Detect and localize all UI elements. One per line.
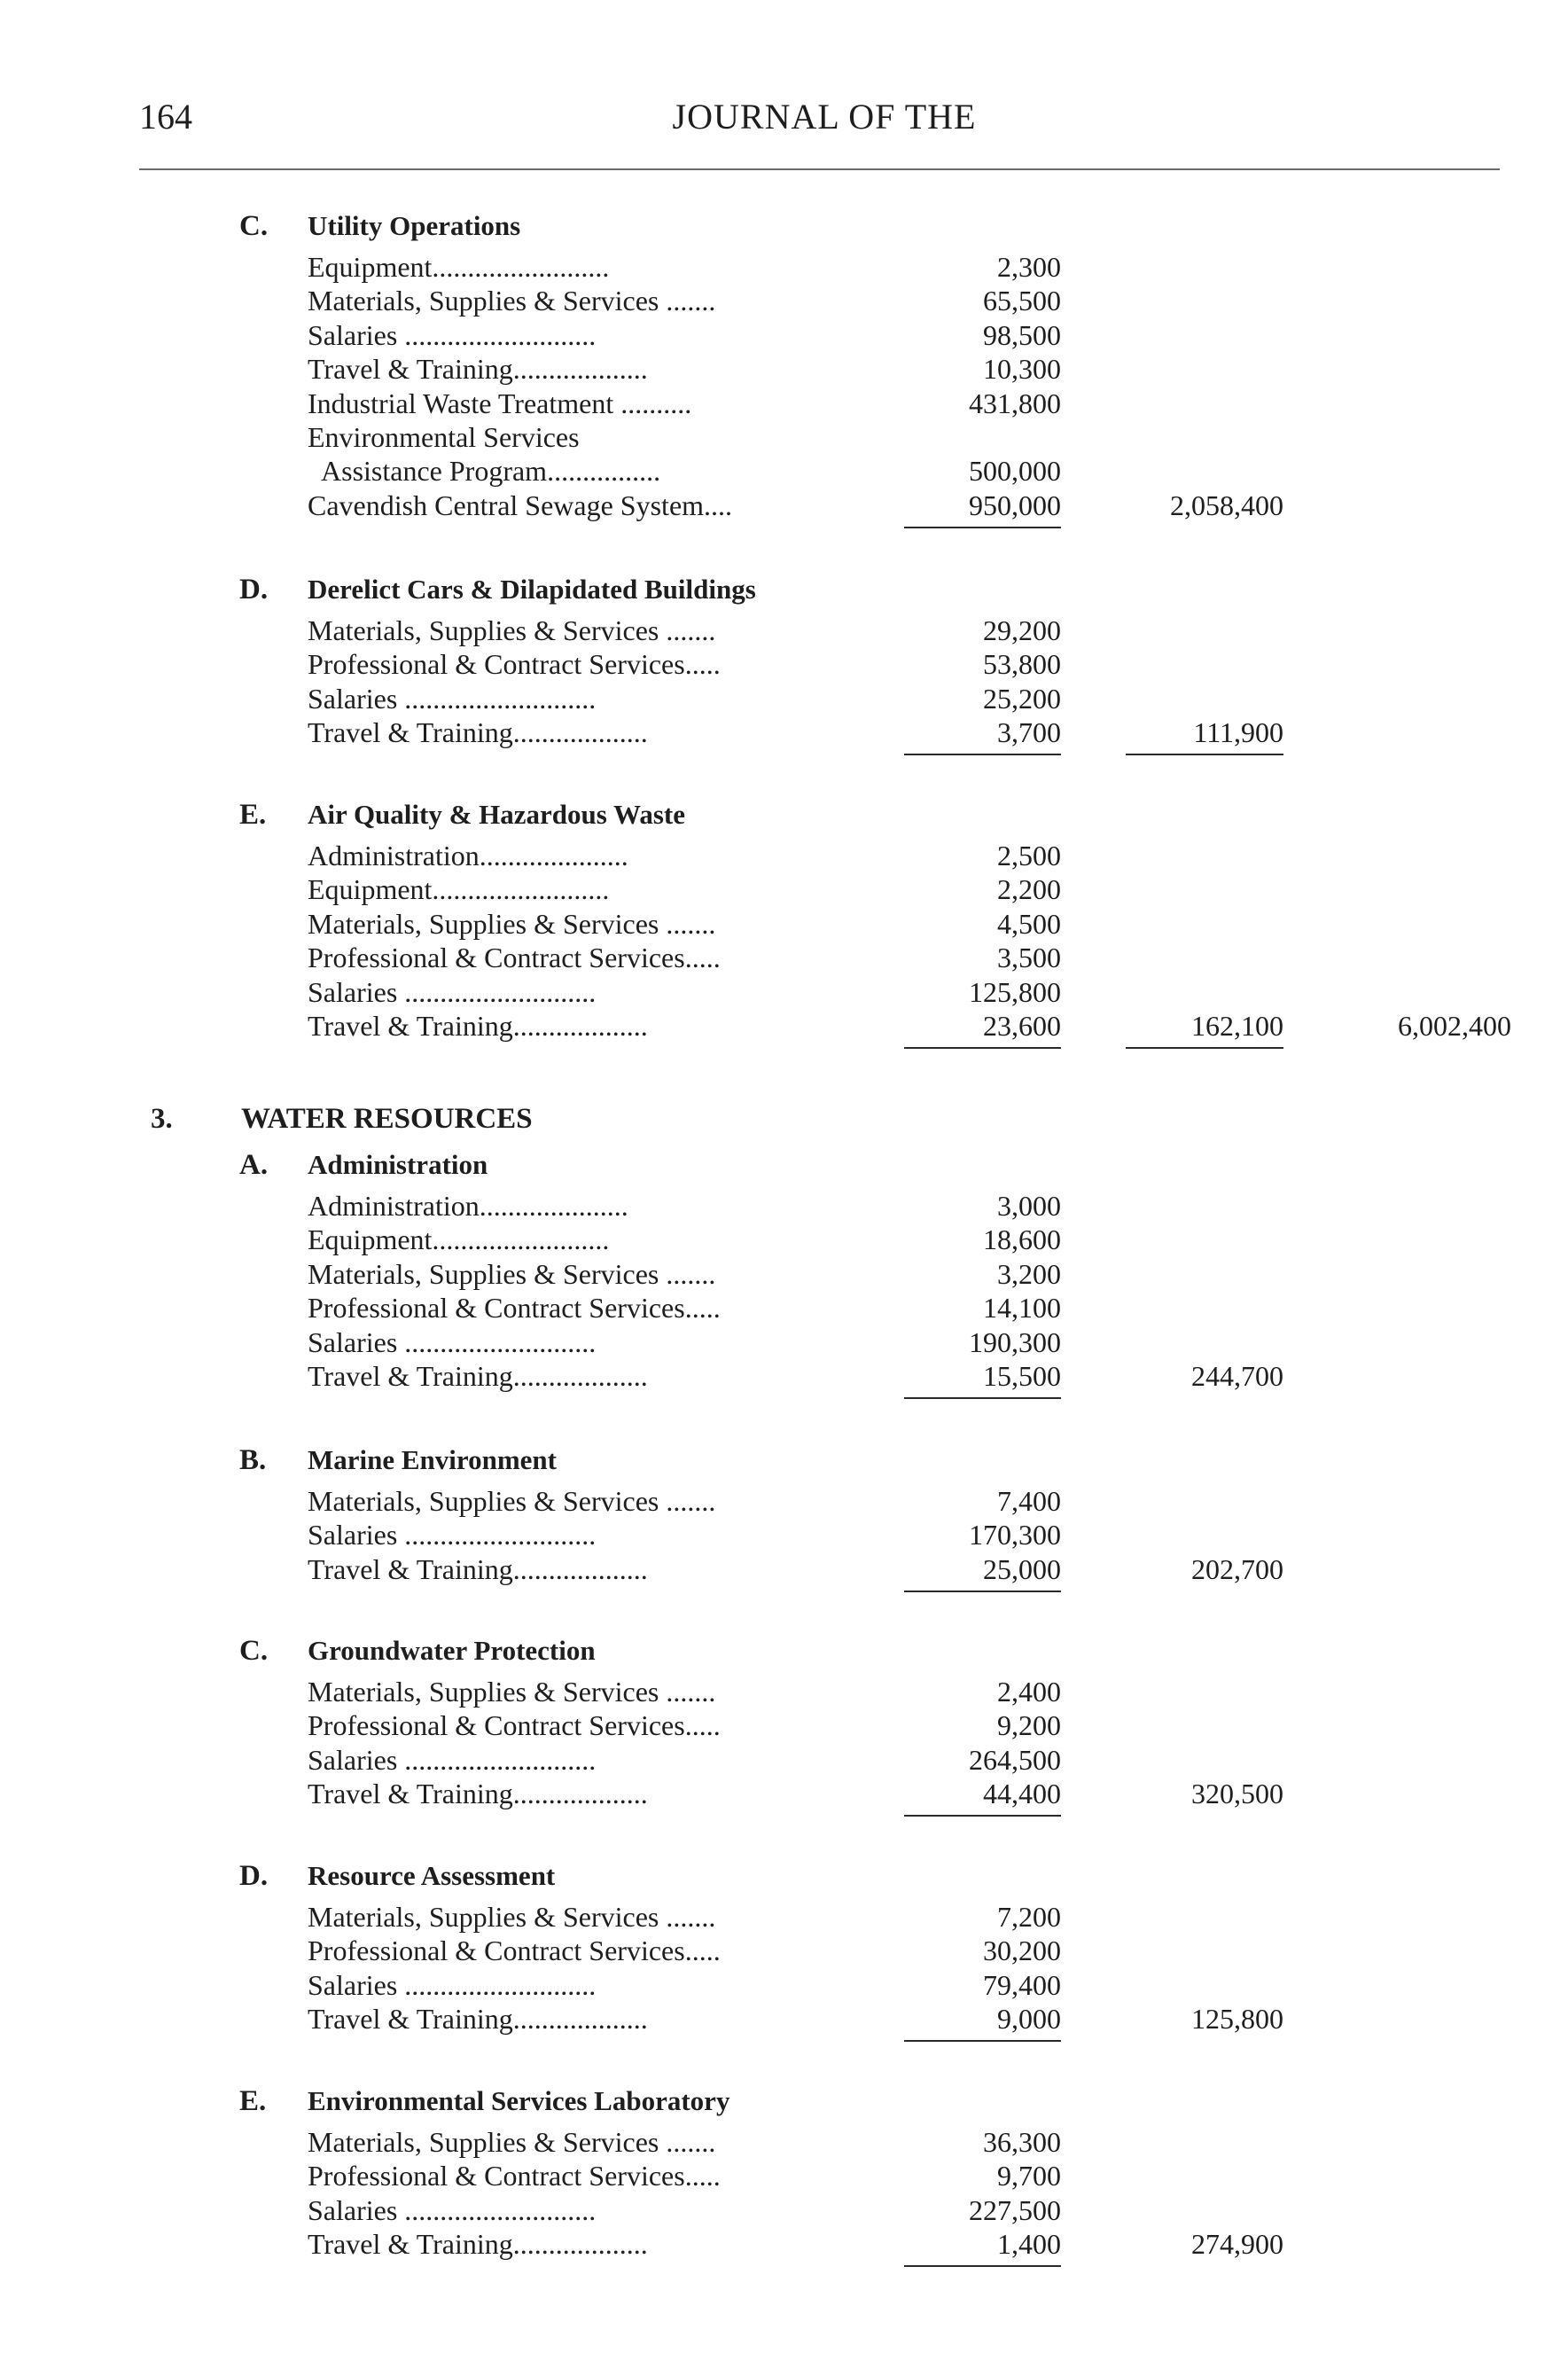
line-item [0,942,1568,975]
section-subtotal: 111,900 [1193,716,1283,749]
line-item-amount: 30,200 [983,1934,1061,1967]
section-subtotal: 162,100 [1191,1010,1283,1042]
line-item-label: Cavendish Central Sewage System.... [308,488,733,521]
section-subtotal: 2,058,400 [1170,488,1283,521]
line-item-label: Travel & Training................... [308,2003,648,2036]
line-item [0,319,1568,353]
line-item [0,1190,1568,1223]
section-title: Marine Environment [308,1444,557,1475]
line-item-amount: 4,500 [997,907,1061,940]
section-title: Derelict Cars & Dilapidated Buildings [308,574,756,605]
line-item [0,1676,1568,1709]
main-section-number: 3. [151,1103,173,1135]
subtotal-underline [1126,1047,1283,1049]
line-item-label: Professional & Contract Services..... [308,1934,721,1967]
line-item-label: Assistance Program................ [321,455,661,488]
amount-underline [904,1591,1061,1592]
line-item-amount: 44,400 [983,1778,1061,1810]
line-item [0,1258,1568,1292]
line-item [0,683,1568,716]
amount-underline [904,754,1061,755]
line-item-label: Professional & Contract Services..... [308,648,721,681]
line-item [0,1010,1568,1043]
line-item-label: Travel & Training................... [308,716,648,749]
header-divider [139,168,1500,170]
line-item-amount: 431,800 [969,387,1061,419]
amount-underline [904,1397,1061,1399]
line-item-label: Materials, Supplies & Services ....... [308,1485,716,1517]
line-item-label: Environmental Services [308,421,580,453]
line-item [0,1553,1568,1587]
line-item [0,716,1568,750]
line-item [0,1709,1568,1743]
line-item [0,2126,1568,2160]
line-item-label: Salaries ........................... [308,1968,597,2001]
line-item [0,387,1568,421]
line-item [0,908,1568,942]
line-item [0,1292,1568,1325]
line-item-label: Professional & Contract Services..... [308,1709,721,1742]
line-item-amount: 950,000 [969,488,1061,521]
line-item [0,1519,1568,1552]
line-item-label: Administration..................... [308,840,628,871]
section-letter: D. [239,574,269,606]
section-letter: E. [239,2085,267,2117]
line-item-amount: 264,500 [969,1743,1061,1776]
line-item [0,840,1568,873]
line-item-label: Equipment......................... [308,873,610,906]
line-item [0,873,1568,907]
division-total: 6,002,400 [1398,1010,1511,1042]
line-item-amount: 3,200 [997,1257,1061,1290]
line-item-amount: 53,800 [983,648,1061,681]
line-item [0,1778,1568,1811]
amount-underline [904,2040,1061,2042]
line-item-amount: 25,000 [983,1552,1061,1585]
line-item [0,1326,1568,1360]
line-item-amount: 18,600 [983,1223,1061,1256]
line-item-amount: 79,400 [983,1968,1061,2001]
line-item-amount: 10,300 [983,353,1061,386]
line-item-amount: 98,500 [983,318,1061,351]
line-item-amount: 7,400 [997,1485,1061,1517]
line-item [0,2194,1568,2228]
line-item-amount: 7,200 [997,1901,1061,1933]
line-item [0,489,1568,523]
line-item-amount: 3,700 [997,716,1061,749]
line-item-label: Salaries ........................... [308,1743,597,1776]
line-item-label: Equipment......................... [308,251,610,283]
line-item-label: Materials, Supplies & Services ....... [308,614,716,646]
line-item-amount: 3,500 [997,942,1061,974]
line-item-amount: 36,300 [983,2126,1061,2158]
line-item-amount: 190,300 [969,1325,1061,1358]
line-item [0,1901,1568,1934]
line-item-label: Travel & Training................... [308,353,648,386]
line-item-amount: 23,600 [983,1010,1061,1042]
line-item-amount: 2,400 [997,1676,1061,1708]
section-title: Air Quality & Hazardous Waste [308,799,685,830]
line-item [0,455,1568,488]
section-letter: C. [239,210,269,242]
amount-underline [904,1815,1061,1817]
line-item-amount: 2,200 [997,873,1061,906]
line-item [0,1360,1568,1394]
section-title: Administration [308,1149,488,1180]
line-item [0,353,1568,387]
page-number: 164 [139,97,192,137]
line-item [0,2003,1568,2036]
line-item-amount: 29,200 [983,614,1061,646]
section-title: Utility Operations [308,210,521,241]
line-item-label: Materials, Supplies & Services ....... [308,1257,716,1290]
line-item [0,251,1568,285]
line-item-label: Travel & Training................... [308,2228,648,2261]
line-item-amount: 9,700 [997,2160,1061,2192]
line-item-amount: 2,300 [997,251,1061,283]
line-item-amount: 14,100 [983,1292,1061,1325]
line-item-label: Industrial Waste Treatment .......... [308,387,692,419]
line-item-label: Travel & Training................... [308,1778,648,1810]
section-letter: B. [239,1444,267,1476]
line-item-label: Salaries ........................... [308,318,597,351]
line-item-amount: 227,500 [969,2193,1061,2226]
section-subtotal: 202,700 [1191,1552,1283,1585]
line-item-label: Travel & Training................... [308,1360,648,1392]
line-item [0,2228,1568,2262]
line-item-label: Equipment......................... [308,1223,610,1256]
line-item [0,2160,1568,2193]
section-letter: E. [239,799,267,831]
line-item-label: Materials, Supplies & Services ....... [308,1901,716,1933]
line-item-amount: 15,500 [983,1360,1061,1392]
section-title: Environmental Services Laboratory [308,2085,730,2116]
line-item-amount: 1,400 [997,2228,1061,2261]
line-item [0,421,1568,455]
section-subtotal: 244,700 [1191,1360,1283,1392]
line-item-label: Salaries ........................... [308,1325,597,1358]
section-letter: C. [239,1635,269,1667]
line-item-label: Materials, Supplies & Services ....... [308,285,716,317]
line-item-label: Materials, Supplies & Services ....... [308,907,716,940]
line-item-label: Salaries ........................... [308,2193,597,2226]
line-item-amount: 170,300 [969,1519,1061,1551]
line-item [0,648,1568,682]
section-letter: A. [239,1149,269,1181]
line-item-label: Materials, Supplies & Services ....... [308,1676,716,1708]
line-item [0,1969,1568,2003]
line-item-amount: 65,500 [983,285,1061,317]
line-item-amount: 500,000 [969,455,1061,488]
section-subtotal: 274,900 [1191,2228,1283,2261]
line-item-label: Professional & Contract Services..... [308,942,721,974]
line-item-label: Professional & Contract Services..... [308,1292,721,1325]
subtotal-underline [1126,754,1283,755]
line-item-label: Salaries ........................... [308,975,597,1008]
line-item-label: Administration..................... [308,1190,628,1222]
section-title: Groundwater Protection [308,1635,596,1666]
amount-underline [904,2265,1061,2267]
page-title: JOURNAL OF THE [672,97,977,137]
line-item-amount: 3,000 [997,1190,1061,1222]
line-item-amount: 9,200 [997,1709,1061,1742]
line-item-label: Salaries ........................... [308,682,597,715]
line-item-amount: 125,800 [969,975,1061,1008]
line-item-amount: 25,200 [983,682,1061,715]
line-item [0,1934,1568,1968]
line-item [0,1485,1568,1519]
amount-underline [904,1047,1061,1049]
line-item-label: Travel & Training................... [308,1552,648,1585]
section-title: Resource Assessment [308,1860,556,1891]
section-subtotal: 320,500 [1191,1778,1283,1810]
line-item-label: Travel & Training................... [308,1010,648,1042]
line-item [0,285,1568,318]
line-item-label: Salaries ........................... [308,1519,597,1551]
main-section-title: WATER RESOURCES [241,1103,533,1135]
line-item [0,1744,1568,1778]
amount-underline [904,527,1061,528]
section-subtotal: 125,800 [1191,2003,1283,2036]
line-item [0,1223,1568,1257]
line-item-label: Professional & Contract Services..... [308,2160,721,2192]
line-item-amount: 9,000 [997,2003,1061,2036]
line-item-amount: 2,500 [997,840,1061,871]
line-item [0,976,1568,1010]
section-letter: D. [239,1860,269,1892]
line-item-label: Materials, Supplies & Services ....... [308,2126,716,2158]
line-item [0,614,1568,648]
